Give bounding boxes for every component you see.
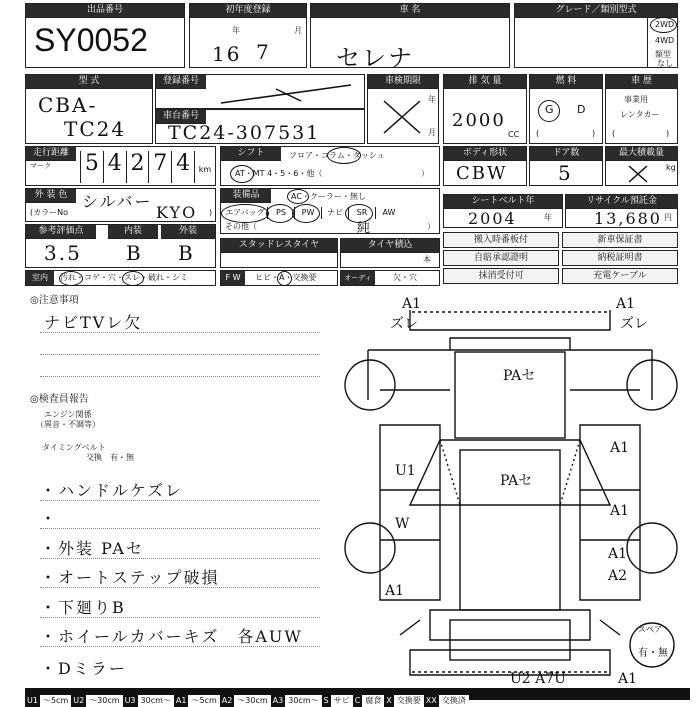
first-reg-year: 16 xyxy=(212,42,242,66)
legend-key: A3 xyxy=(271,695,287,707)
diagram-label: ズレ xyxy=(390,316,418,332)
grade-divider xyxy=(647,17,648,67)
grade-2wd: 2WD xyxy=(655,20,675,29)
capacity-box xyxy=(605,146,678,186)
fuel-g-circle xyxy=(538,100,560,122)
equipment-sr: SR xyxy=(349,207,376,219)
inspector-rule xyxy=(40,558,320,559)
first-reg-month: 7 xyxy=(256,40,271,64)
history-business: 事業用 xyxy=(624,95,648,104)
mileage-label: 走行距離 xyxy=(26,147,76,161)
interior-box xyxy=(25,270,216,286)
history-paren-close: ) xyxy=(666,129,670,138)
diagram-label: A1 xyxy=(402,296,422,312)
interior-text: 汚れ・コゲ・穴・スレ・破れ・シミ xyxy=(60,273,188,282)
fuel-paren-open: ( xyxy=(536,129,540,138)
shift-column-circle xyxy=(327,147,361,164)
equipment-nav-note: 純 xyxy=(357,221,371,236)
body-shape-box xyxy=(443,146,527,186)
equipment-aw: AW xyxy=(382,208,396,217)
mileage-digit: 2 xyxy=(126,151,149,183)
fuel-paren-close: ) xyxy=(592,129,596,138)
recycle-box xyxy=(565,194,678,228)
first-reg-month-unit: 月 xyxy=(294,26,302,35)
diagram-label: PAセ xyxy=(500,473,533,489)
diagram-label: A1 xyxy=(618,671,638,687)
inspector-item: ・外装 PAセ xyxy=(40,539,144,558)
studless-label: スタッドレスタイヤ xyxy=(221,239,337,253)
diagram-label: PAセ xyxy=(503,368,536,384)
shift-row2-end: ） xyxy=(421,169,429,178)
inspector-rule xyxy=(40,646,320,647)
inspector-timing: タイミングベルト xyxy=(42,443,106,452)
grade-label: グレード／類別型式 xyxy=(515,4,677,18)
interior-rub-circle xyxy=(122,271,144,286)
equipment-pw: PW xyxy=(295,207,322,219)
grade-score-label: 参考評価点 xyxy=(26,225,96,239)
equipment-box xyxy=(220,188,440,234)
diagram-label: W xyxy=(395,516,410,532)
legend-key: XX xyxy=(424,695,440,707)
seatbelt-box xyxy=(443,194,563,228)
shift-at-circle xyxy=(230,165,254,183)
reg-no-crossout xyxy=(216,79,356,107)
stock-no-value: SY0052 xyxy=(34,22,148,58)
mileage-box xyxy=(25,146,216,186)
fw-a-circle xyxy=(277,271,292,286)
fuel-label: 燃 料 xyxy=(530,75,602,89)
doors-box xyxy=(529,146,603,186)
fuel-d: D xyxy=(577,103,586,116)
legend-key: A2 xyxy=(220,695,236,707)
diagram-label: A1 xyxy=(610,440,630,456)
history-paren-open: ( xyxy=(612,129,616,138)
displacement-unit: CC xyxy=(508,130,520,139)
inspector-rule xyxy=(40,528,320,529)
doc-button-cancel: 抹消受付可 xyxy=(443,268,559,284)
legend-value: 30cm～ xyxy=(286,695,321,707)
inspector-item: ・ホイールカバーキズ 各AUW xyxy=(40,627,303,646)
notes-rule xyxy=(40,354,320,355)
model-code-box xyxy=(25,74,153,144)
capacity-unit: kg xyxy=(666,163,676,172)
capacity-label: 最大積載量 xyxy=(606,147,677,161)
chassis-label: 車台番号 xyxy=(156,110,206,124)
doc-button-warranty: 新車保証書 xyxy=(562,232,678,248)
audio-box xyxy=(340,270,440,296)
notes-line1: ナビTVレ欠 xyxy=(44,313,143,332)
inspector-item: ・ハンドルケズレ xyxy=(40,481,184,500)
history-box xyxy=(605,74,678,144)
shift-row1: フロア・コラム・ダッシュ xyxy=(289,151,385,160)
legend-value: 交換要 xyxy=(395,695,424,707)
mileage-unit: km xyxy=(194,151,215,183)
history-rental: レンタカー xyxy=(620,110,660,119)
mileage-digit: 4 xyxy=(103,151,126,183)
equipment-ac-circle xyxy=(287,189,309,204)
fw-label: F W xyxy=(221,271,245,285)
equipment-ps-circle xyxy=(266,204,294,223)
legend-key: U1 xyxy=(25,695,41,707)
equipment-airbag-circle xyxy=(221,204,269,223)
doors-label: ドア数 xyxy=(530,147,602,161)
legend-key: C xyxy=(353,695,364,707)
shift-row2: AT・MT 4・5・6・他（ xyxy=(235,169,323,178)
inspector-timing-sub: 交換 有・無 xyxy=(86,453,134,462)
inspector-rule xyxy=(40,617,320,618)
diagram-label: U1 xyxy=(395,463,416,479)
doc-button-tax: 納税証明書 xyxy=(562,250,678,266)
legend-value: ～30cm xyxy=(235,695,270,707)
fw-text: ヒビ・A・交換要 xyxy=(255,273,317,282)
mileage-digit: 4 xyxy=(171,151,194,183)
color-label: 外 装 色 xyxy=(26,189,76,203)
inspector-rule xyxy=(40,587,320,588)
grade-2wd-circle xyxy=(650,17,677,33)
equipment-airbag: エアバッグ xyxy=(223,207,268,219)
model-name-label: 車 名 xyxy=(311,4,509,18)
equipment-row1: AC・クーラー・無し xyxy=(291,192,366,201)
grade-score-box xyxy=(25,224,216,268)
recycle-unit: 円 xyxy=(664,213,672,222)
seatbelt-label: シートベルト年 xyxy=(444,195,562,209)
diagram-label: U2 A7U xyxy=(510,671,566,687)
body-shape-label: ボディ形状 xyxy=(444,147,526,161)
inspector-item: ・ xyxy=(40,509,59,528)
stock-no-label: 出品番号 xyxy=(26,4,184,18)
equipment-label: 装備品 xyxy=(221,189,271,203)
diagram-label: ズレ xyxy=(620,316,648,332)
inspection-label: 車検期限 xyxy=(368,75,438,89)
mileage-digit: 5 xyxy=(80,151,103,183)
mileage-mark: マーク xyxy=(30,162,51,170)
recycle-value: 13,680 xyxy=(594,209,662,228)
tire-load-label: タイヤ積込 xyxy=(341,239,439,253)
spare-value: 有・無 xyxy=(638,648,668,659)
studless-box xyxy=(220,238,338,268)
reg-no-label: 登録番号 xyxy=(156,75,206,89)
car-diagram xyxy=(340,290,690,686)
audio-text: 欠・穴 xyxy=(393,273,417,282)
legend-value: サビ xyxy=(332,695,353,707)
diagram-label: A1 xyxy=(610,503,630,519)
reg-no-box xyxy=(155,74,365,109)
fuel-g: G xyxy=(545,103,554,116)
legend-value: 腐食 xyxy=(363,695,384,707)
audio-label: オーディオ xyxy=(341,271,375,285)
diagram-label: A1 xyxy=(616,296,636,312)
diagram-label: A1 xyxy=(385,583,405,599)
chassis-box xyxy=(155,109,365,144)
capacity-crossout xyxy=(626,163,650,185)
spare-label: スペア xyxy=(638,625,662,634)
equipment-row3-end: ） xyxy=(427,222,435,231)
color-box xyxy=(25,188,216,222)
legend-value: ～30cm xyxy=(87,695,122,707)
seatbelt-unit: 年 xyxy=(544,213,552,222)
interior-grade-value: B xyxy=(126,241,143,265)
model-name-box xyxy=(310,3,510,72)
color-code: KYO xyxy=(156,203,198,222)
inspection-box xyxy=(367,74,439,144)
legend-key: U3 xyxy=(123,695,139,707)
legend-value: ～5cm xyxy=(41,695,71,707)
color-value: シルバー xyxy=(82,192,153,211)
doc-button-plates: 搬入時番板付 xyxy=(443,232,559,248)
legend-value: ～5cm xyxy=(189,695,219,707)
equipment-navi: ナビ xyxy=(322,207,349,219)
doc-buttons-grid xyxy=(443,232,678,286)
inspection-month-unit: 月 xyxy=(428,128,436,137)
shift-box xyxy=(220,146,440,186)
notes-label: ◎注意事項 xyxy=(30,295,79,306)
fw-box xyxy=(220,270,338,286)
grade-4wd: 4WD xyxy=(655,36,675,45)
displacement-value: 2000 xyxy=(452,110,506,131)
grade-box xyxy=(514,3,678,68)
fuel-box xyxy=(529,74,603,144)
diagram-label: A1 xyxy=(608,546,628,562)
exterior-grade-label: 外装 xyxy=(161,225,215,239)
equipment-ps: PS xyxy=(268,207,295,219)
inspector-item: ・オートステップ破損 xyxy=(40,568,220,587)
doors-value: 5 xyxy=(558,161,573,185)
recycle-label: リサイクル預託金 xyxy=(566,195,677,209)
grade-score-value: 3.5 xyxy=(44,241,82,265)
mileage-digit: 7 xyxy=(148,151,171,183)
legend-value: 30cm～ xyxy=(139,695,174,707)
legend-key: S xyxy=(322,695,332,707)
inspection-year-unit: 年 xyxy=(428,95,436,104)
inspector-rule xyxy=(40,500,320,501)
notes-rule xyxy=(40,332,320,333)
model-code-label: 型 式 xyxy=(26,75,152,89)
mileage-digits xyxy=(80,151,215,183)
inspector-label: ◎検査員報告 xyxy=(30,394,89,405)
inspector-engine-sub: （異音・不調等） xyxy=(36,420,100,429)
color-code-end: ) xyxy=(209,208,213,217)
inspector-item: ・Dミラー xyxy=(40,659,127,678)
displacement-label: 排 気 量 xyxy=(444,75,526,89)
legend-value: 交換済 xyxy=(440,695,469,707)
grade-type-b: なし xyxy=(657,59,673,68)
interior-dirty-circle xyxy=(59,271,83,286)
doc-button-insurance: 自賠承認證明 xyxy=(443,250,559,266)
first-reg-year-unit: 年 xyxy=(232,26,240,35)
displacement-box xyxy=(443,74,527,144)
inspector-engine: エンジン関係 xyxy=(44,410,92,419)
tire-load-box xyxy=(340,238,440,268)
exterior-grade-value: B xyxy=(178,241,195,265)
equipment-row3: その他（ xyxy=(225,222,257,231)
history-label: 車 歴 xyxy=(606,75,677,89)
tire-load-unit: 本 xyxy=(423,255,431,264)
color-code-label: (カラーNo xyxy=(30,208,68,217)
inspector-item: ・下廻りB xyxy=(40,598,126,617)
notes-rule xyxy=(40,376,320,377)
first-reg-label: 初年度登録 xyxy=(190,4,306,18)
interior-grade-label: 内装 xyxy=(108,225,158,239)
first-reg-box xyxy=(189,3,307,68)
chassis-value: TC24-307531 xyxy=(168,122,321,144)
body-shape-value: CBW xyxy=(456,163,508,184)
equipment-pw-circle xyxy=(292,204,320,223)
damage-legend xyxy=(25,688,690,705)
model-name-value: セレナ xyxy=(336,44,414,72)
legend-key: X xyxy=(384,695,394,707)
interior-label: 室内 xyxy=(26,271,54,285)
diagram-label: A2 xyxy=(608,568,628,584)
legend-key: U2 xyxy=(71,695,87,707)
doc-button-charge-cable: 充電ケーブル xyxy=(562,268,678,284)
model-code-value1: CBA- xyxy=(38,93,98,117)
shift-label: シフト xyxy=(221,147,281,161)
inspection-crossout xyxy=(380,97,424,137)
legend-key: A1 xyxy=(174,695,190,707)
stock-no-box xyxy=(25,3,185,68)
grade-type-a: 類型 xyxy=(655,50,671,59)
seatbelt-value: 2004 xyxy=(468,209,517,228)
model-code-value2: TC24 xyxy=(64,117,127,141)
